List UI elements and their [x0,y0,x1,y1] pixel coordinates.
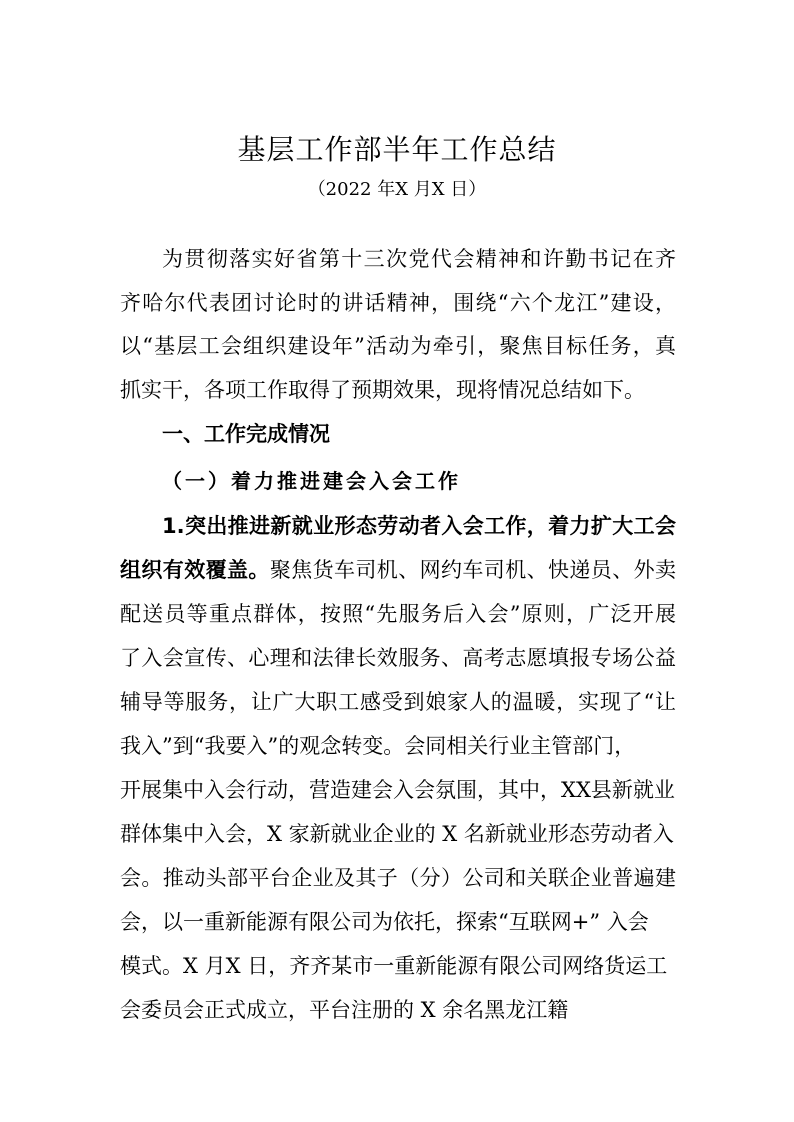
item1-body-line-3: 辅导等服务，让广大职工感受到娘家人的温暖，实现了“让 [120,690,676,714]
intro-line-2: 齐哈尔代表团讨论时的讲话精神，围绕“六个龙江”建设， [120,291,676,315]
document-title: 基层工作部半年工作总结 [237,133,557,166]
item1-body-line-2: 了入会宣传、心理和法律长效服务、高考志愿填报专场公益 [120,646,676,670]
item1-body-line-8: 会，以一重新能源有限公司为依托，探索“互联网+” 入会 [120,910,649,934]
item1-body-line-4: 我入”到“我要入”的观念转变。会同相关行业主管部门， [120,734,636,758]
intro-line-3: 以“基层工会组织建设年”活动为牵引，聚焦目标任务，真 [120,334,676,358]
intro-line-4: 抓实干，各项工作取得了预期效果，现将情况总结如下。 [120,378,645,402]
document-date: （2022 年X 月X 日） [307,179,487,200]
item1-line-2-rest: 聚焦货车司机、网约车司机、快递员、外卖 [269,558,677,582]
section-heading: 一、工作完成情况 [162,422,330,446]
item1-body-line-7: 会。推动头部平台企业及其子（分）公司和关联企业普遍建 [120,866,676,890]
subsection-heading: （一）着力推进建会入会工作 [162,469,461,493]
item1-body-line-1: 配送员等重点群体，按照“先服务后入会”原则，广泛开展 [120,602,676,626]
item1-body-line-10: 会委员会正式成立，平台注册的 X 余名黑龙江籍 [120,998,569,1022]
item1-body-line-5: 开展集中入会行动，营造建会入会氛围，其中，XX县新就业 [120,778,675,802]
item1-body-line-9: 模式。X 月X 日，齐齐某市一重新能源有限公司网络货运工 [120,954,668,978]
item1-body-line-6: 群体集中入会，X 家新就业企业的 X 名新就业形态劳动者入 [120,822,674,846]
item1-line-2 [120,557,676,583]
intro-line-1: 为贯彻落实好省第十三次党代会精神和许勤书记在齐 [162,247,676,271]
item1-bold-line-2: 组织有效覆盖。 [120,558,270,582]
item1-bold-line-1: 1.突出推进新就业形态劳动者入会工作，着力扩大工会 [162,514,676,538]
